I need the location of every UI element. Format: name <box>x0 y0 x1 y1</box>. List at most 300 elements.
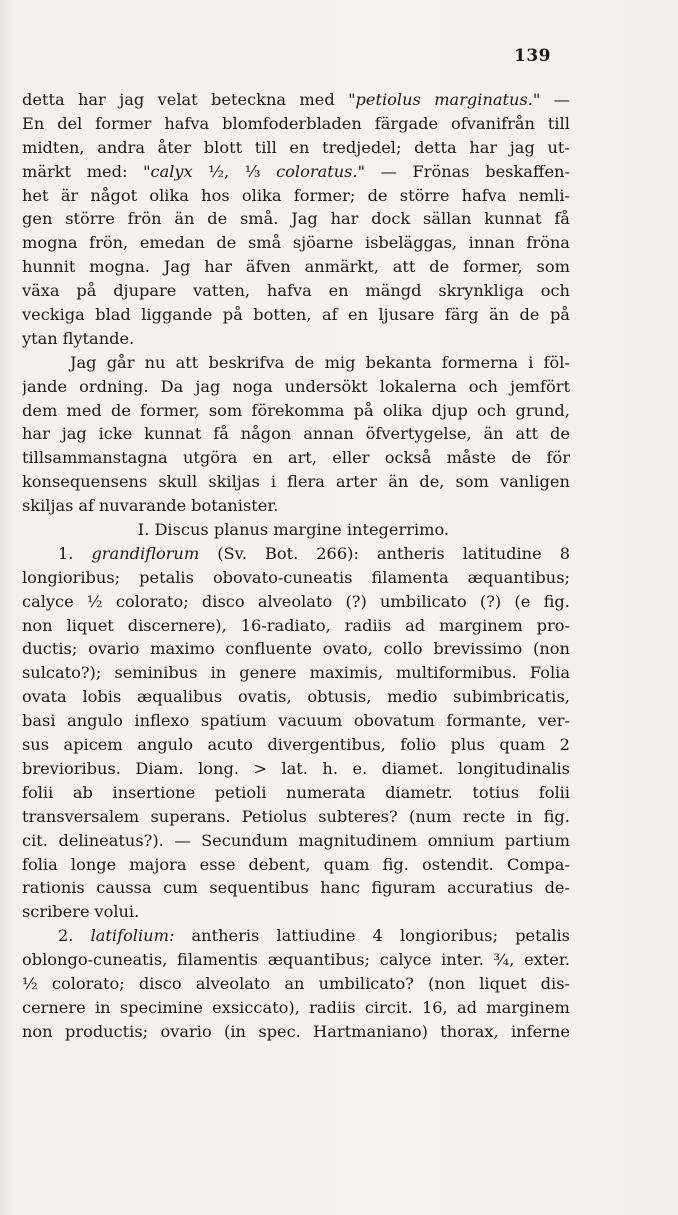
word: af <box>78 496 94 516</box>
word: (num <box>409 806 452 826</box>
word: anmärkt, <box>304 257 379 277</box>
word: sus <box>22 735 50 755</box>
text-line <box>22 351 570 375</box>
word: sjöarne <box>292 233 354 253</box>
word: liquet <box>479 973 527 993</box>
word: æquantibus; <box>267 950 370 970</box>
word: små <box>247 233 282 253</box>
word: hos <box>201 185 230 205</box>
word: apicem <box>63 735 123 755</box>
word: icke <box>98 424 133 444</box>
word: vacuum <box>278 711 343 731</box>
word: (Sv. <box>217 543 247 563</box>
word: går <box>106 352 135 372</box>
word: (e <box>514 591 531 611</box>
word: Secundum <box>201 830 288 850</box>
word: ⅓ <box>244 161 261 181</box>
word: och <box>477 400 507 420</box>
word: colorato; <box>115 591 189 611</box>
word: latitudine <box>462 543 542 563</box>
word: antheris <box>191 926 260 946</box>
word: folii <box>538 782 570 802</box>
word: marginem <box>486 997 570 1017</box>
word: velat <box>157 90 198 109</box>
word: ovario <box>88 639 140 659</box>
word: som <box>455 472 489 492</box>
text-line <box>22 1020 570 1044</box>
word: maximo <box>150 639 215 659</box>
word: — <box>553 90 570 109</box>
word: cit. <box>22 830 48 850</box>
word: på <box>76 281 97 301</box>
word: thorax, <box>440 1021 499 1041</box>
word: frön, <box>89 233 129 253</box>
word: ½, <box>208 161 230 181</box>
word: de <box>549 424 570 444</box>
word: folii <box>22 782 54 802</box>
text-line <box>22 876 570 900</box>
word: subteres? <box>318 806 398 826</box>
word: disco <box>138 973 182 993</box>
word: Jag <box>70 352 97 372</box>
text-line <box>22 303 570 327</box>
word: öfvertygelse, <box>365 424 472 444</box>
word: mogna. <box>89 257 150 277</box>
word: nuvarande <box>98 496 187 516</box>
word: lat. <box>281 758 308 778</box>
word: beskrifva <box>208 352 285 372</box>
text-line <box>22 733 570 757</box>
word: dock <box>371 209 411 229</box>
word: nu <box>144 352 166 372</box>
word: art, <box>287 448 317 468</box>
word: quam <box>323 854 370 874</box>
word: former <box>95 113 152 133</box>
word: debent, <box>248 854 311 874</box>
word: petalis <box>515 926 570 946</box>
text-line <box>22 781 570 805</box>
word: angulo <box>67 711 123 731</box>
text-line <box>22 399 570 423</box>
word: 2. <box>58 926 74 946</box>
word: medio <box>387 687 438 707</box>
text-line <box>22 327 570 351</box>
word: former; <box>293 185 356 205</box>
word: accuratius <box>447 878 534 898</box>
word: caussa <box>96 878 152 898</box>
word: spatium <box>200 711 267 731</box>
text-line <box>22 207 570 231</box>
word: ad <box>405 615 426 635</box>
word: skiljas <box>22 496 74 516</box>
word: calyce <box>22 591 74 611</box>
word: grandiflorum <box>91 543 200 563</box>
word: petalis <box>139 567 194 587</box>
text-line <box>22 566 570 590</box>
word: grund, <box>515 400 570 420</box>
word: genere <box>239 663 297 683</box>
word: jag <box>119 90 145 109</box>
word: färg <box>444 305 479 325</box>
word: transversalem <box>22 806 140 826</box>
word: undersökt <box>284 376 368 396</box>
word: beteckna <box>211 90 287 109</box>
word: longe <box>70 854 117 874</box>
text-line <box>22 255 570 279</box>
word: brevissimo <box>433 639 523 659</box>
word: en <box>289 137 310 157</box>
word: skull <box>158 472 198 492</box>
word: — <box>174 830 191 850</box>
word: på <box>353 400 374 420</box>
word: och <box>468 376 498 396</box>
text-line <box>22 900 570 924</box>
word: har <box>77 90 106 109</box>
text-line <box>22 375 570 399</box>
word: en <box>252 448 273 468</box>
word: integerrimo. <box>346 520 450 540</box>
word: (non <box>428 973 466 993</box>
word: (in <box>224 1021 246 1041</box>
word: de <box>429 257 450 277</box>
word: har <box>204 257 233 277</box>
word: longioribus; <box>22 567 121 587</box>
word: superans. <box>150 806 231 826</box>
word: till <box>254 137 277 157</box>
word: än <box>489 305 510 325</box>
word: jag <box>509 137 535 157</box>
word: 8 <box>559 543 570 563</box>
word: nemli- <box>518 185 570 205</box>
word: non <box>22 1021 53 1041</box>
word: disco <box>201 591 245 611</box>
word: Discus <box>154 520 209 540</box>
word: Jag <box>291 209 318 229</box>
word: ad <box>456 997 477 1017</box>
word: ½ <box>86 591 103 611</box>
word: konsequensens <box>22 472 148 492</box>
text-line <box>22 685 570 709</box>
word: de <box>111 400 131 420</box>
word: en <box>348 305 369 325</box>
word: till <box>547 113 570 133</box>
word: circit. <box>364 997 413 1017</box>
word: åter <box>157 137 192 157</box>
word: eller <box>332 448 370 468</box>
word: ovatis, <box>237 687 292 707</box>
word: rationis <box>22 878 85 898</box>
word: isbeläggas, <box>364 233 458 253</box>
word: blad <box>95 305 131 325</box>
word: umbilicato? <box>318 973 414 993</box>
word: h. <box>322 758 338 778</box>
text-line <box>22 446 570 470</box>
word: collo <box>383 639 423 659</box>
word: quam <box>499 735 546 755</box>
word: folia <box>22 854 58 874</box>
word: en <box>328 281 349 301</box>
page-number: 139 <box>514 46 551 66</box>
word: formante, <box>446 711 527 731</box>
word: Folia <box>529 663 570 683</box>
word: olika <box>241 185 282 205</box>
word: än <box>174 209 195 229</box>
word: botanister. <box>191 496 279 516</box>
word: recte <box>462 806 506 826</box>
word: emedan <box>139 233 205 253</box>
word: productis; <box>64 1021 149 1041</box>
word: cum <box>163 878 198 898</box>
word: djupare <box>113 281 177 301</box>
word: detta <box>414 137 457 157</box>
word: former, <box>140 400 200 420</box>
word: botten, <box>253 305 312 325</box>
word: de <box>519 305 540 325</box>
word: het <box>22 185 49 205</box>
word: ovario <box>160 1021 212 1041</box>
text-line <box>22 112 570 136</box>
word: de <box>511 448 532 468</box>
text-line <box>22 637 570 661</box>
word: majora <box>129 854 187 874</box>
word: hafva <box>266 281 312 301</box>
word: long. <box>198 758 239 778</box>
word: ljusare <box>378 305 435 325</box>
word: 4 <box>372 926 383 946</box>
word: e. <box>352 758 368 778</box>
word: är <box>60 185 79 205</box>
text-line <box>22 709 570 733</box>
word: jemfört <box>510 376 570 396</box>
word: lattiudine <box>276 926 356 946</box>
word: hafva <box>461 185 507 205</box>
word: arter <box>335 472 378 492</box>
word: 16-radiato, <box>240 615 331 635</box>
text-line <box>22 136 570 160</box>
word: mogna <box>22 233 78 253</box>
text-line <box>22 494 570 518</box>
word: longitudinalis <box>457 758 570 778</box>
word: longioribus; <box>399 926 499 946</box>
word: umbilicato <box>380 591 467 611</box>
word: annan <box>303 424 354 444</box>
word: Compa- <box>506 854 570 874</box>
text-line <box>22 829 570 853</box>
word: ordning. <box>79 376 149 396</box>
word: ovato, <box>322 639 373 659</box>
text-line <box>22 661 570 685</box>
word: i <box>528 352 534 372</box>
word: numerata <box>286 782 366 802</box>
word: "calyx <box>143 161 193 181</box>
word: ytan <box>22 328 58 348</box>
word: ostendit. <box>422 854 494 874</box>
word: radiis <box>344 615 392 635</box>
text-line <box>22 470 570 494</box>
word: acuto <box>207 735 253 755</box>
word: beskaffen- <box>485 161 570 181</box>
word: blott <box>203 137 243 157</box>
word: obovatum <box>353 711 435 731</box>
word: midten, <box>22 137 85 157</box>
word: någon <box>240 424 292 444</box>
word: och <box>540 281 570 301</box>
word: esse <box>199 854 236 874</box>
word: på <box>222 305 243 325</box>
text-line <box>22 279 570 303</box>
text-line <box>22 590 570 614</box>
word: I. <box>137 520 150 540</box>
word: Bot. <box>264 543 299 563</box>
word: tillsammanstagna <box>22 448 168 468</box>
word: fig. <box>543 591 570 611</box>
text-line <box>22 160 570 184</box>
text-line <box>22 996 570 1020</box>
word: få <box>213 424 229 444</box>
word: in <box>94 997 111 1017</box>
word: ver- <box>538 711 570 731</box>
word: har <box>469 137 498 157</box>
word: Petiolus <box>241 806 307 826</box>
word: multiformibus. <box>395 663 517 683</box>
word: som <box>208 400 243 420</box>
word: med <box>299 90 335 109</box>
word: diamet. <box>381 758 444 778</box>
word: färgade <box>374 113 439 133</box>
word: filamenta <box>371 567 449 587</box>
word: — <box>380 161 397 181</box>
text-line <box>22 88 570 112</box>
word: de- <box>544 878 570 898</box>
word: sällan <box>423 209 472 229</box>
word: små. <box>240 209 279 229</box>
word: växa <box>22 281 60 301</box>
word: 16, <box>421 997 448 1017</box>
word: inflexo <box>134 711 190 731</box>
word: pro- <box>536 615 570 635</box>
word: Jag <box>163 257 191 277</box>
word: de <box>367 185 388 205</box>
word: som <box>536 257 570 277</box>
word: liggande <box>141 305 213 325</box>
word: liquet <box>66 615 114 635</box>
text-line <box>22 422 570 446</box>
word: cernere <box>22 997 86 1017</box>
word: partium <box>504 830 570 850</box>
word: vanligen <box>499 472 570 492</box>
word: delineatus?). <box>58 830 164 850</box>
word: fröna <box>526 233 570 253</box>
body-text <box>22 88 570 1044</box>
word: flera <box>287 472 325 492</box>
word: formerna <box>441 352 519 372</box>
word: de <box>207 209 228 229</box>
word: scribere <box>22 902 90 922</box>
word: jag <box>195 376 221 396</box>
word: skiljas <box>208 472 260 492</box>
word: spec. <box>258 1021 301 1041</box>
word: exsiccato), <box>212 997 300 1017</box>
word: olika <box>149 185 189 205</box>
word: de <box>216 233 237 253</box>
word: ¾, <box>493 950 515 970</box>
word: 2 <box>559 735 570 755</box>
word: margine <box>273 520 342 540</box>
word: ut- <box>547 137 570 157</box>
word: subimbricatis, <box>453 687 570 707</box>
word: än <box>483 424 504 444</box>
word: specimine <box>119 997 203 1017</box>
word: seminibus <box>114 663 198 683</box>
word: 1. <box>58 543 74 563</box>
word: förekomma <box>251 400 345 420</box>
word: skrynkliga <box>438 281 524 301</box>
word: inferne <box>510 1021 570 1041</box>
word: märkt <box>22 161 72 181</box>
word: sulcato?); <box>22 663 102 683</box>
word: kunnat <box>484 209 542 229</box>
word: (?) <box>479 591 502 611</box>
text-line <box>22 518 570 542</box>
word: ductis; <box>22 639 78 659</box>
word: mängd <box>365 281 422 301</box>
text-line <box>22 184 570 208</box>
text-line <box>22 924 570 948</box>
word: än <box>388 472 409 492</box>
word: jag <box>61 424 87 444</box>
word: måste <box>446 448 497 468</box>
word: för <box>546 448 570 468</box>
word: noga <box>232 376 273 396</box>
text-line <box>22 805 570 829</box>
word: tredjedel; <box>322 137 402 157</box>
word: petioli <box>214 782 267 802</box>
word: alveolato <box>257 591 333 611</box>
word: (non <box>533 639 570 659</box>
word: dem <box>22 400 58 420</box>
word: med <box>66 400 102 420</box>
word: diametr. <box>385 782 453 802</box>
word: de, <box>419 472 445 492</box>
word: dis- <box>540 973 570 993</box>
word: magnitudinem <box>298 830 418 850</box>
text-line <box>22 231 570 255</box>
word: discernere), <box>127 615 227 635</box>
word: att <box>515 424 539 444</box>
word: basi <box>22 711 56 731</box>
word: också <box>384 448 432 468</box>
word: på <box>549 305 570 325</box>
text-line <box>22 542 570 566</box>
word: marginem <box>439 615 523 635</box>
word: djup <box>431 400 468 420</box>
word: ½ <box>22 973 38 993</box>
word: omnium <box>427 830 495 850</box>
word: brevioribus. <box>22 758 121 778</box>
word: få <box>554 209 570 229</box>
word: maximis, <box>309 663 383 683</box>
word: med: <box>86 161 128 181</box>
word: blomfoderbladen <box>222 113 362 133</box>
word: ovata <box>22 687 67 707</box>
word: veckiga <box>22 305 85 325</box>
word: calyce <box>379 950 432 970</box>
word: angulo <box>137 735 194 755</box>
word: "petiolus <box>348 90 421 109</box>
word: radiis <box>309 997 356 1017</box>
word: större <box>65 209 115 229</box>
word: æqualibus <box>137 687 223 707</box>
